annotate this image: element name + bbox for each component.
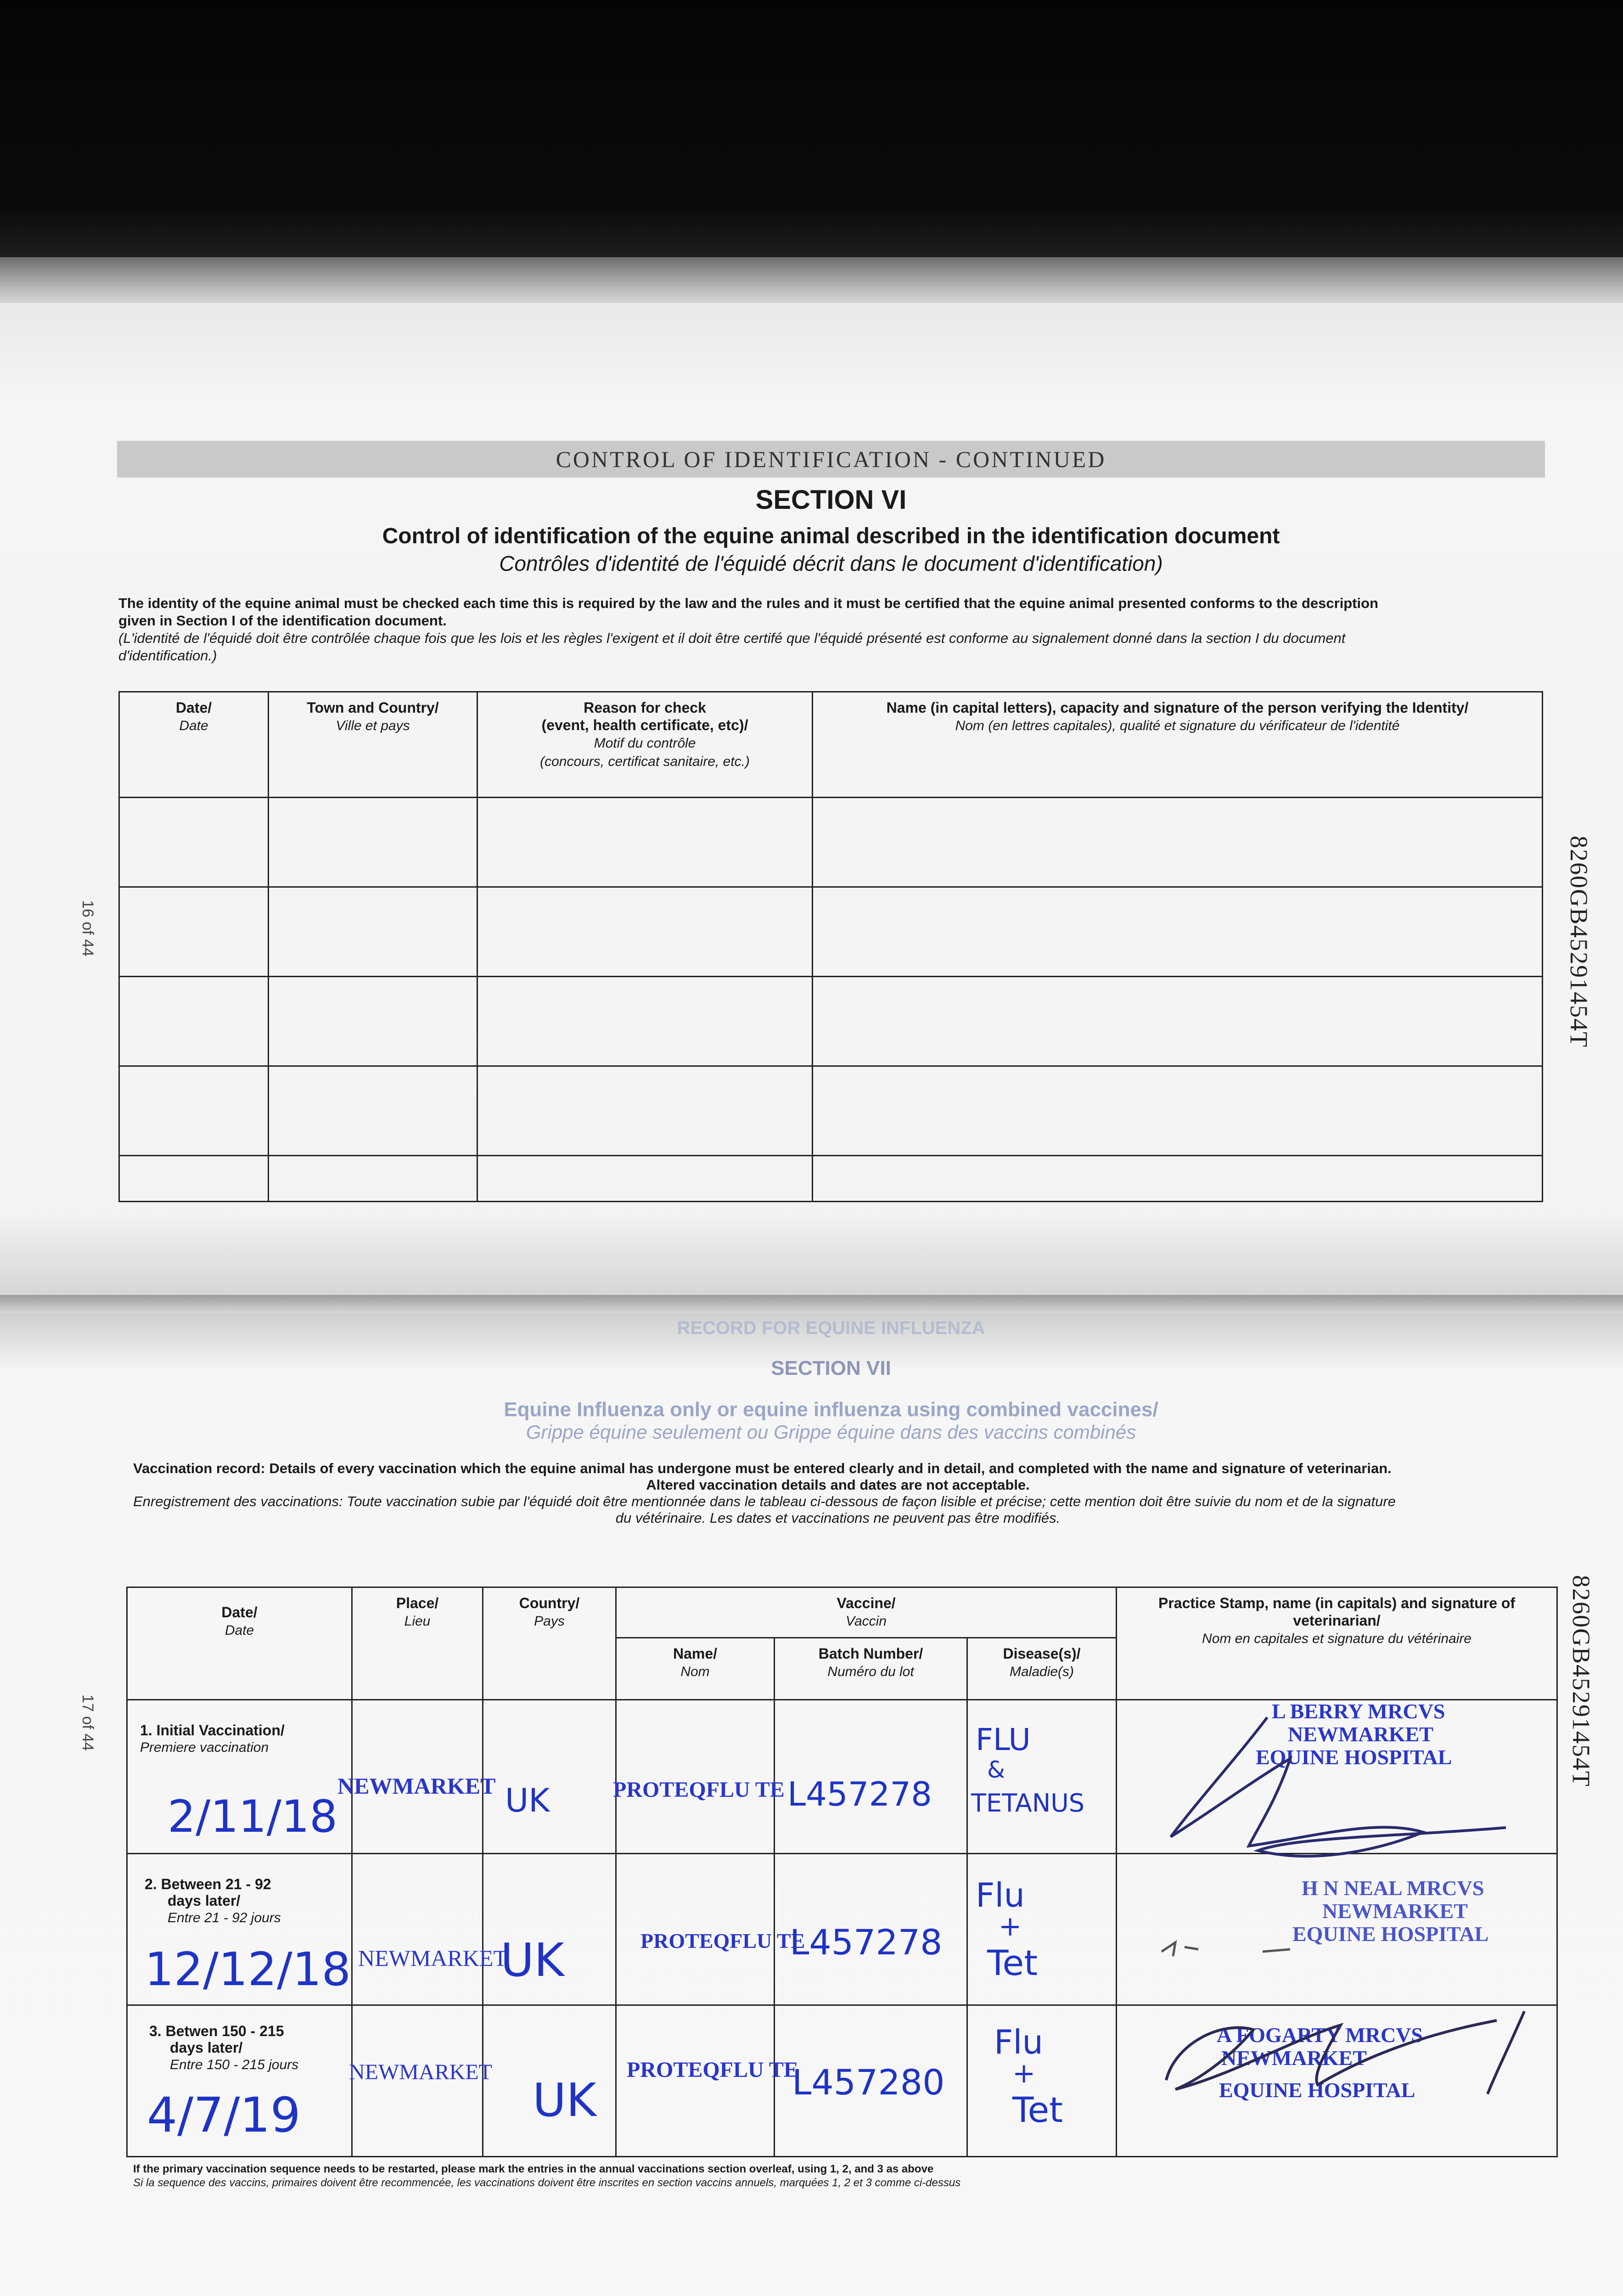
row2-label: 2. Between 21 - 92 days later/ Entre 21 - 92 jours <box>145 1876 281 1925</box>
row2-disease-1: Flu <box>976 1876 1025 1914</box>
row2-disease-3: Tet <box>987 1942 1038 1983</box>
row1-country: UK <box>505 1782 550 1819</box>
row2-place: NEWMARKET <box>358 1945 507 1971</box>
footer-note-fr: Si la sequence des vaccins, primaires doivent être recommencée, les vaccinations doivent être inscrites en section vaccins annuels, marquées 1, 2 et 3 comme ci-dessus <box>133 2177 961 2189</box>
id-table-row <box>119 887 1543 977</box>
page-number-17: 17 of 44 <box>79 1694 96 1751</box>
vacc-col-vaccine: Vaccine/ Vaccin <box>616 1587 1117 1638</box>
document-id-top: 8260GB45291454T <box>1565 836 1593 1048</box>
section-vii-title-fr: Grippe équine seulement ou Grippe équine dans des vaccins combinés <box>526 1421 1136 1443</box>
vacc-col-disease: Disease(s)/ Maladie(s) <box>967 1638 1117 1700</box>
row3-stamp-line2: NEWMARKET <box>1221 2046 1367 2070</box>
row3-disease-1: Flu <box>994 2023 1044 2061</box>
record-en-line1: Vaccination record: Details of every vaccination which the equine animal has undergone must be entered clearly and in detail, and completed with the name and signature of veterinarian. <box>133 1460 1392 1476</box>
page-number-16: 16 of 44 <box>79 900 96 957</box>
id-table-header <box>119 692 1543 798</box>
row3-disease-3: Tet <box>1012 2089 1063 2130</box>
row2-signature <box>1157 1929 1295 1965</box>
record-fr-line1: Enregistrement des vaccinations: Toute vaccination subie par l'équidé doit être mentionnée dans le tableau ci-dessous de façon lisible et précise; cette mention doit être suivie du nom et de la signature <box>133 1493 1396 1509</box>
row3-place: NEWMARKET <box>349 2060 492 2084</box>
section-banner: CONTROL OF IDENTIFICATION - CONTINUED <box>117 441 1545 478</box>
row3-stamp-line1: A FOGARTY MRCVS <box>1217 2023 1423 2047</box>
row3-signature <box>1148 2002 1543 2108</box>
section-vi-intro <box>118 595 1528 664</box>
dark-background <box>0 0 1623 294</box>
section-vi-title-fr: Contrôles d'identité de l'équidé décrit dans le document d'identification) <box>499 551 1163 575</box>
row1-stamp-line3: EQUINE HOSPITAL <box>1256 1745 1452 1769</box>
id-col-date: Date/ Date <box>119 692 269 798</box>
row1-disease-2: & <box>987 1756 1005 1783</box>
row3-label: 3. Betwen 150 - 215 days later/ Entre 150 - 215 jours <box>149 2023 299 2072</box>
row1-vaccine-name: PROTEQFLU TE <box>613 1778 785 1802</box>
row1-date: 2/11/18 <box>168 1791 338 1842</box>
record-en-line2: Altered vaccination details and dates are not acceptable. <box>646 1477 1030 1493</box>
vacc-col-name: Name/ Nom <box>616 1638 775 1700</box>
vacc-col-stamp: Practice Stamp, name (in capitals) and signature of veterinarian/ Nom en capitales et signature du vétérinaire <box>1117 1587 1557 1700</box>
row3-batch: L457280 <box>792 2062 945 2103</box>
intro-en-line2: given in Section I of the identification document. <box>118 613 447 629</box>
vacc-col-country: Country/ Pays <box>483 1587 616 1700</box>
id-table-row <box>119 1066 1543 1156</box>
row2-stamp-line3: EQUINE HOSPITAL <box>1292 1922 1489 1946</box>
row3-disease-2: + <box>1012 2057 1036 2089</box>
row1-signature <box>1139 1699 1552 1874</box>
row1-place: NEWMARKET <box>337 1773 496 1799</box>
row1-disease-1: FLU <box>976 1722 1031 1757</box>
row2-stamp-line1: H N NEAL MRCVS <box>1302 1876 1484 1900</box>
intro-fr-line2: d'identification.) <box>118 647 217 664</box>
id-table-row <box>119 977 1543 1066</box>
identification-check-table <box>118 691 1543 1202</box>
vacc-col-place: Place/ Lieu <box>352 1587 483 1700</box>
vaccination-record-text <box>133 1460 1543 1526</box>
row1-batch: L457278 <box>787 1775 932 1813</box>
document-id-bottom: 8260GB45291454T <box>1567 1575 1595 1787</box>
id-col-town: Town and Country/ Ville et pays <box>269 692 477 798</box>
intro-en-line1: The identity of the equine animal must be checked each time this is required by the law and the rules and it must be certified that the equine animal presented conforms to the description <box>118 595 1379 611</box>
vacc-col-date: Date/ Date <box>127 1587 352 1700</box>
row1-disease-3: TETANUS <box>971 1789 1085 1818</box>
row2-vaccine-name: PROTEQFLU TE <box>640 1929 805 1953</box>
section-vi-heading: SECTION VI <box>755 485 907 515</box>
row2-batch: L457278 <box>790 1922 943 1963</box>
footer-note-en: If the primary vaccination sequence needs to be restarted, please mark the entries in the annual vaccinations section overleaf, using 1, 2, and 3 as above <box>133 2163 934 2175</box>
section-vii-title: Equine Influenza only or equine influenza using combined vaccines/ <box>504 1398 1158 1421</box>
record-fr-line2: du vétérinaire. Les dates et vaccinations ne peuvent pas être modifiés. <box>615 1510 1061 1526</box>
id-col-name: Name (in capital letters), capacity and signature of the person verifying the Identity/ Nom (en lettres capitales), qualité et signature du vérificateur de l'identité <box>813 692 1543 798</box>
row1-stamp-line1: L BERRY MRCVS <box>1272 1699 1445 1723</box>
row2-country: UK <box>500 1933 564 1987</box>
section-vi-title: Control of identification of the equine animal described in the identification document <box>382 524 1280 548</box>
row3-vaccine-name: PROTEQFLU TE <box>627 2058 798 2082</box>
row2-date: 12/12/18 <box>145 1942 351 1996</box>
row2-disease-2: + <box>999 1910 1022 1942</box>
id-table-row <box>119 798 1543 887</box>
vacc-header-row1 <box>127 1587 1557 1638</box>
row3-stamp-line3: EQUINE HOSPITAL <box>1219 2078 1415 2102</box>
row3-date: 4/7/19 <box>147 2087 301 2143</box>
id-col-reason: Reason for check (event, health certificate, etc)/ Motif du contrôle (concours, certificat sanitaire, etc.) <box>477 692 813 798</box>
section-vii-heading: SECTION VII <box>771 1357 891 1379</box>
row1-stamp-line2: NEWMARKET <box>1288 1722 1433 1746</box>
vacc-col-batch: Batch Number/ Numéro du lot <box>775 1638 967 1700</box>
row2-stamp-line2: NEWMARKET <box>1322 1899 1468 1923</box>
id-table-row <box>119 1156 1543 1202</box>
intro-fr-line1: (L'identité de l'équidé doit être contrôlée chaque fois que les lois et les règles l'exigent et il doit être certifé que l'équidé présenté est conforme au signalement donné dans la section I du document <box>118 630 1346 646</box>
row1-label: 1. Initial Vaccination/ Premiere vaccination <box>140 1722 285 1755</box>
row3-country: UK <box>533 2073 596 2127</box>
section-vii-faded-heading: RECORD FOR EQUINE INFLUENZA <box>677 1318 985 1338</box>
